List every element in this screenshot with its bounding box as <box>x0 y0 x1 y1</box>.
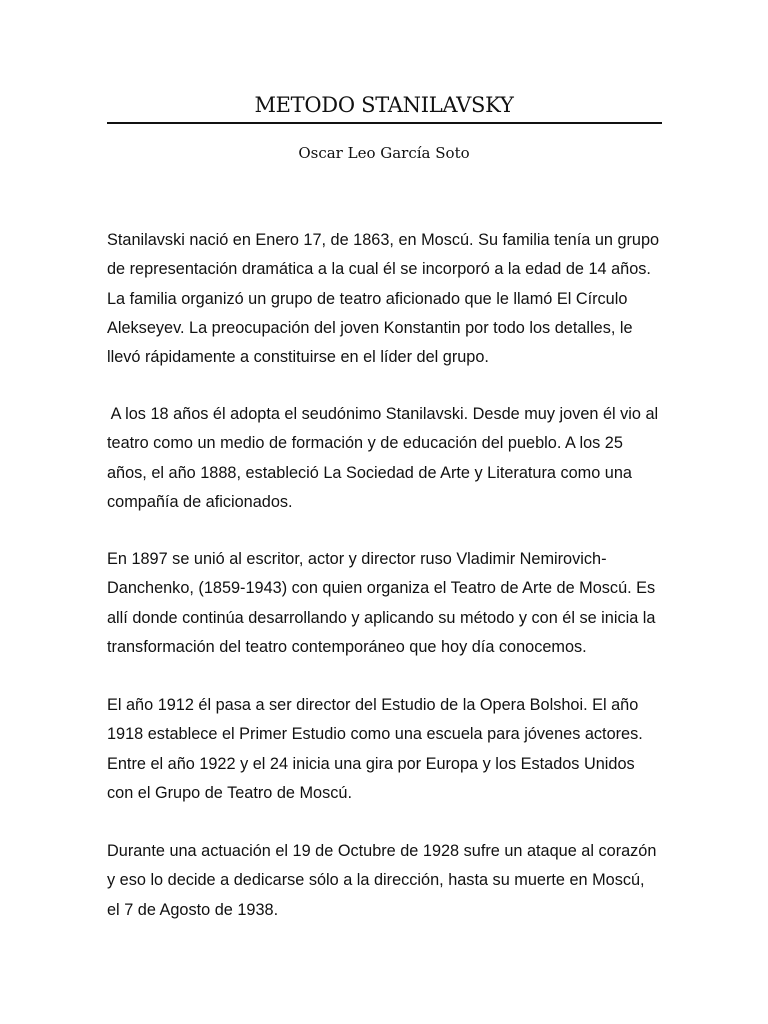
text-line: años, el año 1888, estableció La Sociedad de Arte y Literatura como una <box>107 463 632 482</box>
text-line: A los 18 años él adopta el seudónimo Stanilavski. Desde muy joven él vio al <box>107 405 659 423</box>
title-divider <box>107 122 662 124</box>
paragraph-2 <box>107 400 667 517</box>
paragraph-4 <box>107 691 667 808</box>
text-line: teatro como un medio de formación y de educación del pueblo. A los 25 <box>107 434 623 453</box>
paragraph-5 <box>107 837 667 925</box>
paragraph-1 <box>107 226 667 372</box>
text-line: Durante una actuación el 19 de Octubre de 1928 sufre un ataque al corazón <box>107 842 657 860</box>
text-line: El año 1912 él pasa a ser director del Estudio de la Opera Bolshoi. El año <box>107 696 639 714</box>
text-line: compañía de aficionados. <box>107 492 293 511</box>
text-line: Stanilavski nació en Enero 17, de 1863, en Moscú. Su familia tenía un grupo <box>107 231 660 249</box>
text-line: Entre el año 1922 y el 24 inicia una gira por Europa y los Estados Unidos <box>107 754 635 773</box>
text-line: Alekseyev. La preocupación del joven Konstantin por todo los detalles, le <box>107 318 633 337</box>
text-line: el 7 de Agosto de 1938. <box>107 900 279 919</box>
document-author: Oscar Leo García Soto <box>298 144 470 162</box>
text-line: de representación dramática a la cual él se incorporó a la edad de 14 años. <box>107 260 651 279</box>
text-line: allí donde continúa desarrollando y aplicando su método y con él se inicia la <box>107 608 656 627</box>
text-line: llevó rápidamente a constituirse en el líder del grupo. <box>107 348 489 367</box>
text-line: La familia organizó un grupo de teatro aficionado que le llamó El Círculo <box>107 289 628 308</box>
paragraph-3 <box>107 545 667 662</box>
text-line: con el Grupo de Teatro de Moscú. <box>107 783 352 802</box>
text-line: Danchenko, (1859-1943) con quien organiza el Teatro de Arte de Moscú. Es <box>107 579 656 598</box>
text-line: transformación del teatro contemporáneo que hoy día conocemos. <box>107 637 587 656</box>
text-line: y eso lo decide a dedicarse sólo a la dirección, hasta su muerte en Moscú, <box>107 871 645 890</box>
text-line: En 1897 se unió al escritor, actor y director ruso Vladimir Nemirovich- <box>107 550 607 568</box>
text-line: 1918 establece el Primer Estudio como una escuela para jóvenes actores. <box>107 725 643 744</box>
document-title: METODO STANILAVSKY <box>254 93 514 117</box>
